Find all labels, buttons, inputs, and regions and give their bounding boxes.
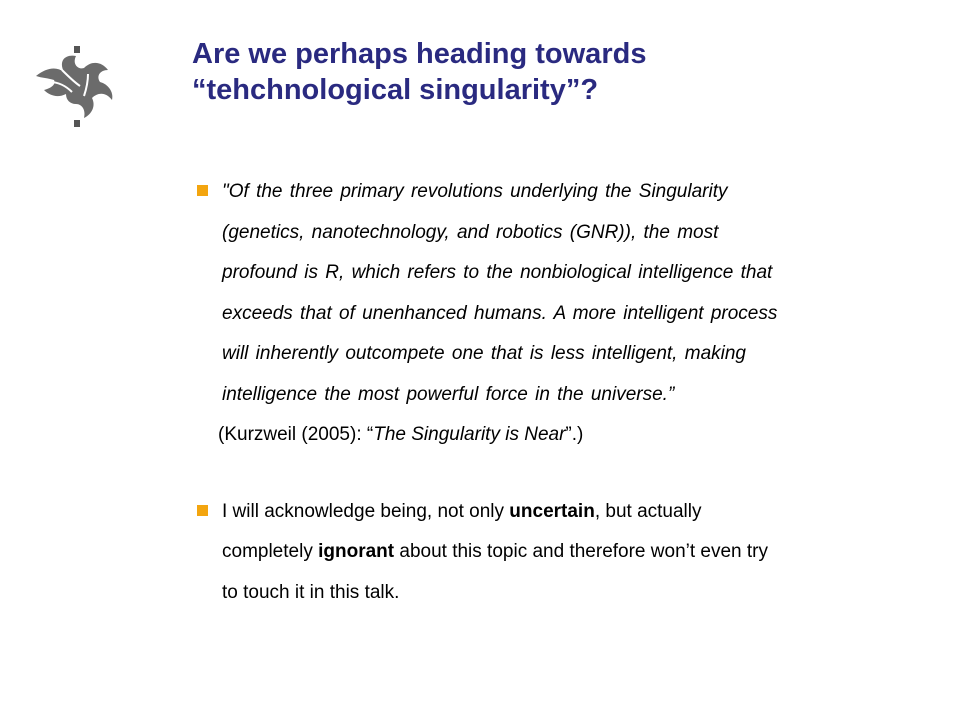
university-flame-logo-icon (32, 42, 122, 132)
bullet-list (194, 172, 924, 613)
emphasis-uncertain: uncertain (509, 500, 595, 522)
emphasis-ignorant: ignorant (318, 541, 395, 562)
slide-title-line-1: Are we perhaps heading towards (192, 38, 647, 70)
uncertainty-statement (222, 492, 924, 614)
citation-book-title: The Singularity is Near (373, 424, 566, 445)
slide-title (192, 36, 912, 108)
quote-line: profound is R, which refers to the nonbiological intelligence that (222, 262, 773, 283)
quote-line: "Of the three primary revolutions underlying the Singularity (222, 181, 728, 202)
statement-line (222, 532, 924, 573)
citation-prefix: (Kurzweil (2005): “ (218, 424, 374, 445)
citation-suffix: ”.) (565, 424, 584, 445)
quote-line: (genetics, nanotechnology, and robotics (GNR)), the most (222, 221, 719, 243)
bullet-item-uncertainty (194, 492, 924, 614)
quote-line: intelligence the most powerful force in the universe.” (222, 383, 675, 405)
statement-line (222, 492, 924, 533)
square-bullet-icon (197, 505, 208, 516)
quote-citation (218, 415, 924, 456)
slide-title-line-2: “tehchnological singularity”? (192, 74, 599, 106)
statement-text: about this topic and therefore won’t even try (394, 541, 768, 562)
statement-text: I will acknowledge being, not only (222, 500, 510, 522)
statement-text: completely (222, 541, 319, 562)
statement-line: to touch it in this talk. (222, 581, 400, 603)
quote-line: will inherently outcompete one that is less intelligent, making (222, 343, 746, 364)
statement-text: , but actually (594, 500, 702, 522)
square-bullet-icon (197, 185, 208, 196)
kurzweil-quote (222, 172, 924, 415)
bullet-item-quote (194, 172, 924, 456)
quote-line: exceeds that of unenhanced humans. A more intelligent process (222, 302, 778, 324)
